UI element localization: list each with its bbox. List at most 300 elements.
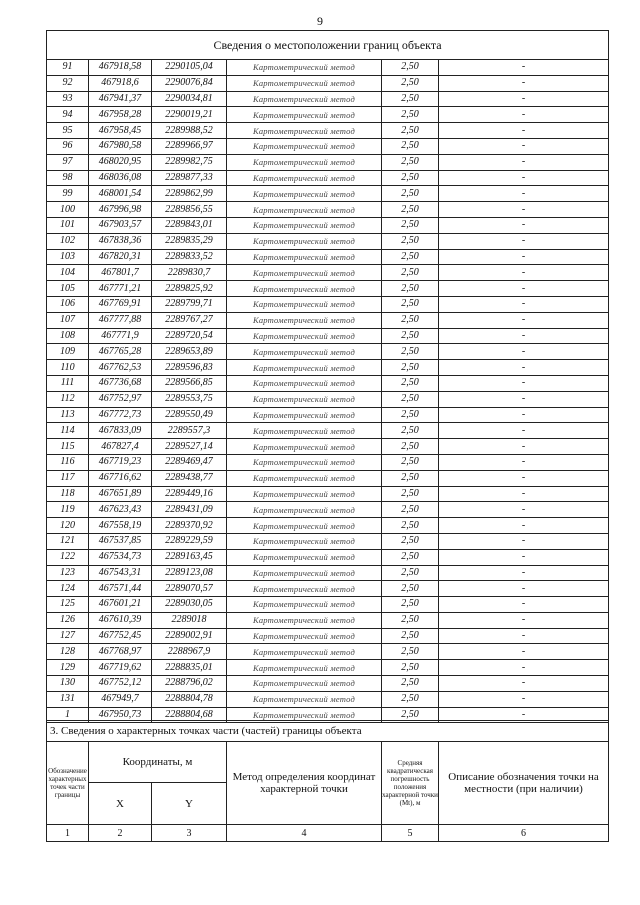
table-row [47, 249, 609, 265]
point-number: 92 [47, 75, 89, 91]
coord-x: 467820,31 [89, 249, 152, 265]
boundary-coordinates-table [46, 30, 609, 723]
method: Картометрический метод [227, 691, 382, 707]
table-row [47, 60, 609, 76]
method: Картометрический метод [227, 375, 382, 391]
method: Картометрический метод [227, 328, 382, 344]
coord-x: 467801,7 [89, 265, 152, 281]
table-row [47, 296, 609, 312]
coord-x: 467958,45 [89, 123, 152, 139]
table-row [47, 660, 609, 676]
mean-error: 2,50 [382, 296, 439, 312]
mean-error: 2,50 [382, 60, 439, 76]
method: Картометрический метод [227, 502, 382, 518]
coord-y: 2289550,49 [152, 407, 227, 423]
coord-y: 2289553,75 [152, 391, 227, 407]
column-number: 1 [47, 825, 89, 842]
table-row [47, 676, 609, 692]
coord-x: 467651,89 [89, 486, 152, 502]
method: Картометрический метод [227, 470, 382, 486]
coord-y: 2289431,09 [152, 502, 227, 518]
coord-x: 467765,28 [89, 344, 152, 360]
coord-x: 468001,54 [89, 186, 152, 202]
method: Картометрический метод [227, 202, 382, 218]
mean-error: 2,50 [382, 581, 439, 597]
coord-y: 2289596,83 [152, 360, 227, 376]
part-boundary-points-table [46, 720, 609, 842]
mean-error: 2,50 [382, 107, 439, 123]
coord-x: 467769,91 [89, 296, 152, 312]
point-number: 117 [47, 470, 89, 486]
coord-y: 2289835,29 [152, 233, 227, 249]
mean-error: 2,50 [382, 170, 439, 186]
description: - [439, 265, 609, 281]
mean-error: 2,50 [382, 281, 439, 297]
point-number: 104 [47, 265, 89, 281]
method: Картометрический метод [227, 138, 382, 154]
coord-y: 2289862,99 [152, 186, 227, 202]
point-number: 1 [47, 707, 89, 723]
point-number: 110 [47, 360, 89, 376]
description: - [439, 202, 609, 218]
coord-x: 467558,19 [89, 518, 152, 534]
coord-x: 467752,12 [89, 676, 152, 692]
point-number: 115 [47, 439, 89, 455]
header-x: X [89, 783, 152, 825]
section3-title-row [47, 721, 609, 742]
mean-error: 2,50 [382, 138, 439, 154]
point-number: 127 [47, 628, 89, 644]
description: - [439, 660, 609, 676]
coord-x: 467534,73 [89, 549, 152, 565]
coord-y: 2288835,01 [152, 660, 227, 676]
method: Картометрический метод [227, 233, 382, 249]
method: Картометрический метод [227, 644, 382, 660]
method: Картометрический метод [227, 676, 382, 692]
coord-x: 467958,28 [89, 107, 152, 123]
point-number: 91 [47, 60, 89, 76]
point-number: 113 [47, 407, 89, 423]
description: - [439, 154, 609, 170]
description: - [439, 486, 609, 502]
coord-y: 2289566,85 [152, 375, 227, 391]
coord-y: 2288967,9 [152, 644, 227, 660]
description: - [439, 628, 609, 644]
table-row [47, 612, 609, 628]
description: - [439, 75, 609, 91]
coord-y: 2289653,89 [152, 344, 227, 360]
coord-x: 467610,39 [89, 612, 152, 628]
method: Картометрический метод [227, 107, 382, 123]
point-number: 118 [47, 486, 89, 502]
mean-error: 2,50 [382, 644, 439, 660]
method: Картометрический метод [227, 518, 382, 534]
method: Картометрический метод [227, 454, 382, 470]
mean-error: 2,50 [382, 439, 439, 455]
coord-x: 467777,88 [89, 312, 152, 328]
point-number: 97 [47, 154, 89, 170]
point-number: 120 [47, 518, 89, 534]
coord-y: 2289557,3 [152, 423, 227, 439]
mean-error: 2,50 [382, 660, 439, 676]
point-number: 126 [47, 612, 89, 628]
description: - [439, 707, 609, 723]
table-row [47, 344, 609, 360]
coord-y: 2290105,04 [152, 60, 227, 76]
coord-x: 467918,58 [89, 60, 152, 76]
point-number: 111 [47, 375, 89, 391]
description: - [439, 170, 609, 186]
coord-x: 467941,37 [89, 91, 152, 107]
coord-x: 467719,62 [89, 660, 152, 676]
description: - [439, 296, 609, 312]
header-description: Описание обозначения точки на местности (при наличии) [439, 742, 609, 825]
mean-error: 2,50 [382, 707, 439, 723]
coord-x: 467716,62 [89, 470, 152, 486]
table-row [47, 597, 609, 613]
description: - [439, 60, 609, 76]
table-row [47, 628, 609, 644]
coord-x: 467827,4 [89, 439, 152, 455]
point-number: 106 [47, 296, 89, 312]
point-number: 121 [47, 533, 89, 549]
table-row [47, 217, 609, 233]
method: Картометрический метод [227, 628, 382, 644]
method: Картометрический метод [227, 597, 382, 613]
description: - [439, 612, 609, 628]
description: - [439, 186, 609, 202]
method: Картометрический метод [227, 423, 382, 439]
table-row [47, 375, 609, 391]
coord-y: 2290076,84 [152, 75, 227, 91]
table-row [47, 281, 609, 297]
table-row [47, 233, 609, 249]
table-row [47, 644, 609, 660]
table-row [47, 486, 609, 502]
mean-error: 2,50 [382, 265, 439, 281]
method: Картометрический метод [227, 407, 382, 423]
mean-error: 2,50 [382, 565, 439, 581]
coord-x: 467918,6 [89, 75, 152, 91]
column-number: 5 [382, 825, 439, 842]
table-row [47, 107, 609, 123]
coord-x: 467762,53 [89, 360, 152, 376]
column-number: 3 [152, 825, 227, 842]
mean-error: 2,50 [382, 344, 439, 360]
point-number: 122 [47, 549, 89, 565]
method: Картометрический метод [227, 154, 382, 170]
coord-x: 467833,09 [89, 423, 152, 439]
description: - [439, 281, 609, 297]
method: Картометрический метод [227, 391, 382, 407]
coord-x: 467903,57 [89, 217, 152, 233]
mean-error: 2,50 [382, 91, 439, 107]
coord-y: 2289469,47 [152, 454, 227, 470]
point-number: 129 [47, 660, 89, 676]
table-row [47, 170, 609, 186]
point-number: 95 [47, 123, 89, 139]
table-row [47, 470, 609, 486]
section3-header-row [47, 742, 609, 783]
header-point-designation: Обозначение характерных точек части границы [47, 742, 89, 825]
table-row [47, 502, 609, 518]
coord-x: 467719,23 [89, 454, 152, 470]
column-number: 4 [227, 825, 382, 842]
method: Картометрический метод [227, 296, 382, 312]
coord-x: 467601,21 [89, 597, 152, 613]
description: - [439, 423, 609, 439]
description: - [439, 375, 609, 391]
coord-y: 2289449,16 [152, 486, 227, 502]
coord-x: 468020,95 [89, 154, 152, 170]
point-number: 128 [47, 644, 89, 660]
point-number: 100 [47, 202, 89, 218]
coord-x: 467771,9 [89, 328, 152, 344]
column-number: 2 [89, 825, 152, 842]
coord-y: 2289002,91 [152, 628, 227, 644]
mean-error: 2,50 [382, 454, 439, 470]
method: Картометрический метод [227, 660, 382, 676]
method: Картометрический метод [227, 581, 382, 597]
coord-x: 467996,98 [89, 202, 152, 218]
mean-error: 2,50 [382, 518, 439, 534]
description: - [439, 439, 609, 455]
table-title: Сведения о местоположении границ объекта [47, 31, 609, 60]
coord-y: 2289070,57 [152, 581, 227, 597]
coord-x: 467771,21 [89, 281, 152, 297]
point-number: 105 [47, 281, 89, 297]
table-row [47, 75, 609, 91]
coord-y: 2289799,71 [152, 296, 227, 312]
coord-y: 2289843,01 [152, 217, 227, 233]
table-row [47, 312, 609, 328]
mean-error: 2,50 [382, 597, 439, 613]
point-number: 124 [47, 581, 89, 597]
coord-y: 2289018 [152, 612, 227, 628]
coord-x: 467838,36 [89, 233, 152, 249]
coord-x: 467543,31 [89, 565, 152, 581]
description: - [439, 249, 609, 265]
point-number: 98 [47, 170, 89, 186]
mean-error: 2,50 [382, 391, 439, 407]
coord-y: 2289030,05 [152, 597, 227, 613]
description: - [439, 470, 609, 486]
mean-error: 2,50 [382, 407, 439, 423]
point-number: 109 [47, 344, 89, 360]
description: - [439, 91, 609, 107]
description: - [439, 549, 609, 565]
point-number: 131 [47, 691, 89, 707]
coord-y: 2289856,55 [152, 202, 227, 218]
description: - [439, 691, 609, 707]
description: - [439, 217, 609, 233]
coord-x: 467571,44 [89, 581, 152, 597]
method: Картометрический метод [227, 533, 382, 549]
page-number: 9 [317, 14, 323, 28]
point-number: 119 [47, 502, 89, 518]
coord-y: 2290034,81 [152, 91, 227, 107]
description: - [439, 344, 609, 360]
table-row [47, 533, 609, 549]
description: - [439, 407, 609, 423]
table-row [47, 138, 609, 154]
description: - [439, 597, 609, 613]
coord-x: 467950,73 [89, 707, 152, 723]
mean-error: 2,50 [382, 470, 439, 486]
point-number: 96 [47, 138, 89, 154]
mean-error: 2,50 [382, 154, 439, 170]
table-row [47, 454, 609, 470]
table-row [47, 423, 609, 439]
table-row [47, 581, 609, 597]
mean-error: 2,50 [382, 233, 439, 249]
description: - [439, 676, 609, 692]
table-row [47, 691, 609, 707]
method: Картометрический метод [227, 486, 382, 502]
description: - [439, 518, 609, 534]
mean-error: 2,50 [382, 549, 439, 565]
point-number: 101 [47, 217, 89, 233]
description: - [439, 328, 609, 344]
method: Картометрический метод [227, 217, 382, 233]
coord-y: 2289833,52 [152, 249, 227, 265]
point-number: 116 [47, 454, 89, 470]
point-number: 125 [47, 597, 89, 613]
table-row [47, 186, 609, 202]
mean-error: 2,50 [382, 249, 439, 265]
point-number: 123 [47, 565, 89, 581]
coord-x: 467772,73 [89, 407, 152, 423]
coord-x: 467752,97 [89, 391, 152, 407]
point-number: 112 [47, 391, 89, 407]
method: Картометрический метод [227, 170, 382, 186]
method: Картометрический метод [227, 75, 382, 91]
coord-x: 468036,08 [89, 170, 152, 186]
table-row [47, 328, 609, 344]
coord-x: 467736,68 [89, 375, 152, 391]
point-number: 102 [47, 233, 89, 249]
table-row [47, 202, 609, 218]
coord-y: 2288804,68 [152, 707, 227, 723]
mean-error: 2,50 [382, 612, 439, 628]
coord-y: 2289988,52 [152, 123, 227, 139]
method: Картометрический метод [227, 265, 382, 281]
header-method: Метод определения координат характерной точки [227, 742, 382, 825]
coord-y: 2288796,02 [152, 676, 227, 692]
mean-error: 2,50 [382, 628, 439, 644]
description: - [439, 138, 609, 154]
mean-error: 2,50 [382, 676, 439, 692]
method: Картометрический метод [227, 439, 382, 455]
point-number: 93 [47, 91, 89, 107]
coord-x: 467768,97 [89, 644, 152, 660]
column-number-row [47, 825, 609, 842]
point-number: 114 [47, 423, 89, 439]
point-number: 130 [47, 676, 89, 692]
description: - [439, 123, 609, 139]
mean-error: 2,50 [382, 328, 439, 344]
coord-y: 2289720,54 [152, 328, 227, 344]
coord-x: 467949,7 [89, 691, 152, 707]
point-number: 107 [47, 312, 89, 328]
point-number: 94 [47, 107, 89, 123]
description: - [439, 391, 609, 407]
table-row [47, 154, 609, 170]
table-row [47, 549, 609, 565]
header-mean-error: Средняя квадратическая погрешность положения характерной точки (Mt), м [382, 742, 439, 825]
coord-y: 2289767,27 [152, 312, 227, 328]
mean-error: 2,50 [382, 691, 439, 707]
coord-y: 2289877,33 [152, 170, 227, 186]
method: Картометрический метод [227, 91, 382, 107]
point-number: 103 [47, 249, 89, 265]
table-row [47, 407, 609, 423]
section3-title: 3. Сведения о характерных точках части (частей) границы объекта [47, 721, 609, 742]
description: - [439, 565, 609, 581]
coord-y: 2289825,92 [152, 281, 227, 297]
table-row [47, 265, 609, 281]
description: - [439, 533, 609, 549]
mean-error: 2,50 [382, 502, 439, 518]
coord-y: 2290019,21 [152, 107, 227, 123]
coord-x: 467623,43 [89, 502, 152, 518]
coord-x: 467980,58 [89, 138, 152, 154]
table-row [47, 91, 609, 107]
method: Картометрический метод [227, 344, 382, 360]
method: Картометрический метод [227, 281, 382, 297]
coord-x: 467537,85 [89, 533, 152, 549]
table-row [47, 360, 609, 376]
mean-error: 2,50 [382, 312, 439, 328]
mean-error: 2,50 [382, 202, 439, 218]
method: Картометрический метод [227, 249, 382, 265]
mean-error: 2,50 [382, 375, 439, 391]
coord-y: 2289966,97 [152, 138, 227, 154]
method: Картометрический метод [227, 60, 382, 76]
header-y: Y [152, 783, 227, 825]
method: Картометрический метод [227, 123, 382, 139]
table-title-row [47, 31, 609, 60]
mean-error: 2,50 [382, 423, 439, 439]
description: - [439, 360, 609, 376]
method: Картометрический метод [227, 549, 382, 565]
coord-y: 2289370,92 [152, 518, 227, 534]
coord-y: 2289982,75 [152, 154, 227, 170]
description: - [439, 502, 609, 518]
coord-y: 2289527,14 [152, 439, 227, 455]
coord-x: 467752,45 [89, 628, 152, 644]
method: Картометрический метод [227, 312, 382, 328]
mean-error: 2,50 [382, 186, 439, 202]
description: - [439, 107, 609, 123]
mean-error: 2,50 [382, 360, 439, 376]
coord-y: 2289438,77 [152, 470, 227, 486]
mean-error: 2,50 [382, 217, 439, 233]
header-coordinates: Координаты, м [89, 742, 227, 783]
method: Картометрический метод [227, 565, 382, 581]
description: - [439, 454, 609, 470]
method: Картометрический метод [227, 612, 382, 628]
table-row [47, 518, 609, 534]
method: Картометрический метод [227, 360, 382, 376]
method: Картометрический метод [227, 707, 382, 723]
point-number: 99 [47, 186, 89, 202]
mean-error: 2,50 [382, 533, 439, 549]
mean-error: 2,50 [382, 75, 439, 91]
mean-error: 2,50 [382, 486, 439, 502]
table-row [47, 123, 609, 139]
column-number: 6 [439, 825, 609, 842]
